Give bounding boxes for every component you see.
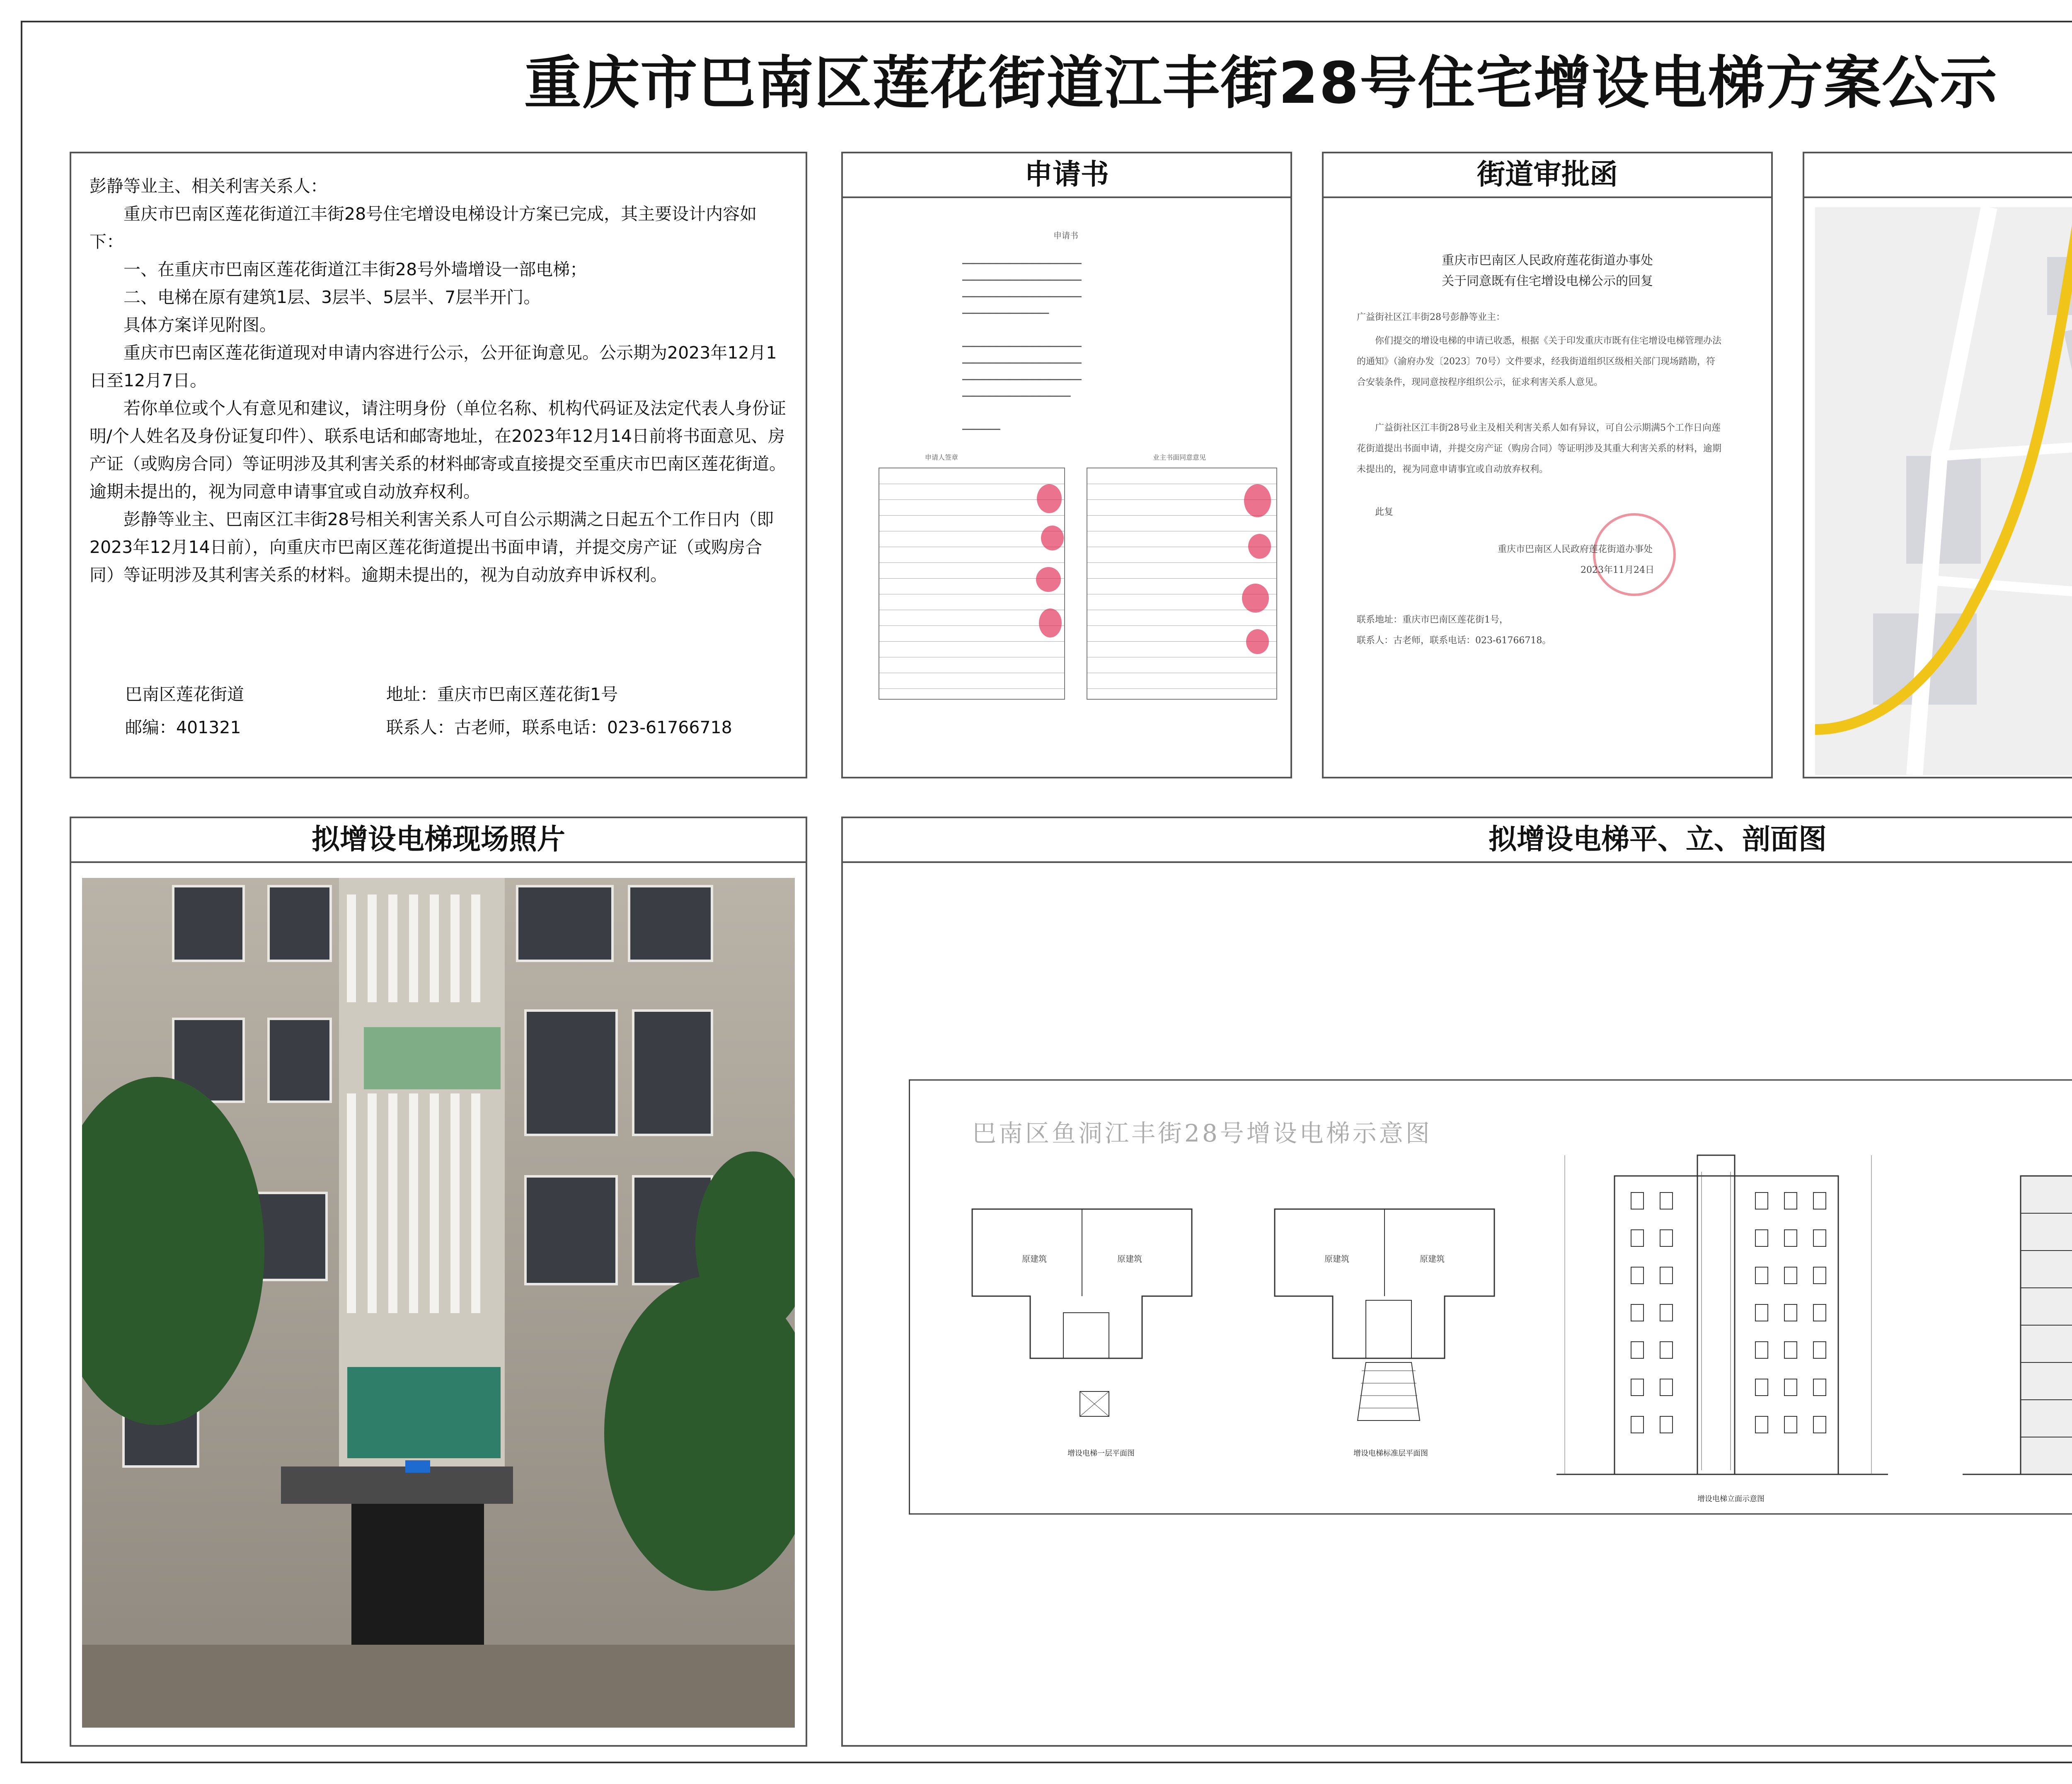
green-tile-panel xyxy=(347,1367,501,1458)
plan-room-label: 原建筑 xyxy=(1420,1254,1445,1264)
elevator-drawing-sheet xyxy=(909,1079,2072,1515)
elevation-windows xyxy=(1631,1193,1826,1433)
application-text-block: ▁▁▁▁▁▁▁▁▁▁▁▁▁▁▁▁▁▁▁▁▁▁ ▁▁▁▁▁▁▁▁▁▁▁▁▁▁▁▁▁▁▁▁▁▁ ▁▁▁▁▁▁▁▁▁▁▁▁▁▁▁▁▁▁▁▁▁▁ ▁▁▁▁▁▁▁▁▁▁▁▁▁▁▁▁ ▁▁▁▁▁▁▁▁▁▁▁▁▁▁▁▁▁▁▁▁▁▁ ▁▁▁▁▁▁▁▁▁▁▁▁▁▁▁▁▁▁▁▁▁▁ ▁▁▁▁▁▁▁▁▁▁▁▁▁▁▁▁▁▁▁▁▁▁ ▁▁▁▁▁▁▁▁▁▁▁▁▁▁▁▁▁▁▁▁ ▁▁▁▁▁▁▁ xyxy=(962,256,1082,430)
map-canvas xyxy=(1815,207,2072,775)
approval-footer-contact: 联系人：古老师，联系电话：023-61766718。 xyxy=(1357,635,1552,646)
approval-closing: 此复 xyxy=(1375,507,1394,517)
notice-contact: 联系人：古老师，联系电话：023-61766718 xyxy=(386,717,732,737)
notice-paragraph: 重庆市巴南区莲花街道江丰街28号住宅增设电梯设计方案已完成，其主要设计内容如下： xyxy=(90,204,757,252)
fingerprint-stamp xyxy=(1246,629,1269,654)
notice-panel xyxy=(70,152,807,778)
photo-panel xyxy=(70,861,807,1747)
approval-panel xyxy=(1322,196,1773,778)
location-panel-header xyxy=(1803,152,2072,198)
notice-paragraph: 若你单位或个人有意见和建议，请注明身份（单位名称、机构代码证及法定代表人身份证明/个人姓名及身份证复印件）、联系电话和邮寄地址，在2023年12月14日前将书面意见、房产证（或购房合同）等证明涉及其利害关系的材料邮寄或直接提交至重庆市巴南区莲花街道。逾期未提出的，视为同意申请事宜或自动放弃权利。 xyxy=(90,398,786,502)
notice-paragraph: 彭静等业主、巴南区江丰街28号相关利害关系人可自公示期满之日起五个工作日内（即2023年12月14日前），向重庆市巴南区莲花街道提出书面申请，并提交房产证（或购房合同）等证明涉及其利害关系的材料。逾期未提出的，视为自动放弃申诉权利。 xyxy=(90,509,774,585)
application-table-right-title: 业主书面同意意见 xyxy=(1153,453,1206,461)
notice-address: 地址：重庆市巴南区莲花街1号 xyxy=(386,684,618,704)
page-title: 重庆市巴南区莲花街道江丰街28号住宅增设电梯方案公示 xyxy=(524,50,1998,116)
application-scan xyxy=(854,211,1281,766)
plan-caption-standard: 增设电梯标准层平面图 xyxy=(1353,1449,1428,1458)
entrance-canopy xyxy=(281,1466,513,1504)
approval-date: 2023年11月24日 xyxy=(1581,565,1654,575)
site-photo xyxy=(82,878,795,1728)
section-view xyxy=(1954,1130,2072,1487)
notice-item: 一、在重庆市巴南区莲花街道江丰街28号外墙增设一部电梯； xyxy=(123,259,587,279)
application-heading: 申请书 xyxy=(1053,230,1078,240)
fingerprint-stamp xyxy=(1036,567,1061,592)
approval-body-2: 广益街社区江丰街28号业主及相关利害关系人如有异议，可自公示期满5个工作日向莲花街道提出书面申请，并提交房产证（购房合同）等证明涉及其重大利害关系的材料，逾期未提出的，视为同意申请事宜或自动放弃权利。 xyxy=(1357,423,1722,475)
fingerprint-stamp xyxy=(1039,608,1062,637)
plan-room-label: 原建筑 xyxy=(1117,1254,1142,1264)
green-tile-panel xyxy=(364,1027,501,1089)
notice-postcode: 邮编：401321 xyxy=(125,717,241,737)
plan-room-label: 原建筑 xyxy=(1022,1254,1047,1264)
notice-paragraph: 重庆市巴南区莲花街道现对申请内容进行公示，公开征询意见。公示期为2023年12月1日至12月7日。 xyxy=(90,343,777,390)
approval-panel-header: 街道审批函 xyxy=(1322,152,1773,198)
notice-item: 具体方案详见附图。 xyxy=(123,315,276,335)
photo-panel-header: 拟增设电梯现场照片 xyxy=(70,817,807,863)
elevation-view xyxy=(1532,1130,1905,1487)
location-map xyxy=(1815,207,2072,775)
door-number-plate xyxy=(405,1460,430,1473)
drawings-panel-header: 拟增设电梯平、立、剖面图 xyxy=(841,817,2072,863)
approval-signature: 重庆市巴南区人民政府莲花街道办事处 xyxy=(1498,544,1653,555)
stairwell-louvres xyxy=(351,894,476,1313)
fingerprint-stamp xyxy=(1244,484,1271,517)
approval-title-line1: 重庆市巴南区人民政府莲花街道办事处 xyxy=(1442,253,1653,268)
approval-addressee: 广益街社区江丰街28号彭静等业主： xyxy=(1357,312,1505,322)
notice-item: 二、电梯在原有建筑1层、3层半、5层半、7层半开门。 xyxy=(123,287,541,307)
notice-salutation: 彭静等业主、相关利害关系人： xyxy=(90,176,327,196)
approval-body-1: 你们提交的增设电梯的申请已收悉，根据《关于印发重庆市既有住宅增设电梯管理办法的通知》（渝府办发〔2023〕70号）文件要求，经我街道组织区级相关部门现场踏勘，符合安装条件，现同意按程序组织公示，征求利害关系人意见。 xyxy=(1357,336,1722,388)
elevation-caption: 增设电梯立面示意图 xyxy=(1697,1495,1765,1503)
fingerprint-stamp xyxy=(1248,534,1271,559)
approval-title-line2: 关于同意既有住宅增设电梯公示的回复 xyxy=(1442,274,1653,288)
fingerprint-stamp xyxy=(1041,526,1064,550)
fingerprint-stamp xyxy=(1242,584,1269,613)
plan-room-label: 原建筑 xyxy=(1324,1254,1349,1264)
drawing-title: 巴南区鱼洞江丰街28号增设电梯示意图 xyxy=(972,1119,1432,1147)
plan-view-ground xyxy=(968,1205,1200,1437)
application-table-left-title: 申请人签章 xyxy=(925,453,959,461)
application-panel xyxy=(841,196,1292,778)
plan-view-standard xyxy=(1271,1205,1503,1437)
approval-footer-address: 联系地址：重庆市巴南区莲花街1号， xyxy=(1357,615,1508,625)
fingerprint-stamp xyxy=(1037,484,1062,513)
application-panel-header: 申请书 xyxy=(841,152,1292,198)
plan-caption-ground: 增设电梯一层平面图 xyxy=(1067,1449,1135,1458)
ground xyxy=(82,1645,795,1728)
notice-org: 巴南区莲花街道 xyxy=(125,684,244,704)
